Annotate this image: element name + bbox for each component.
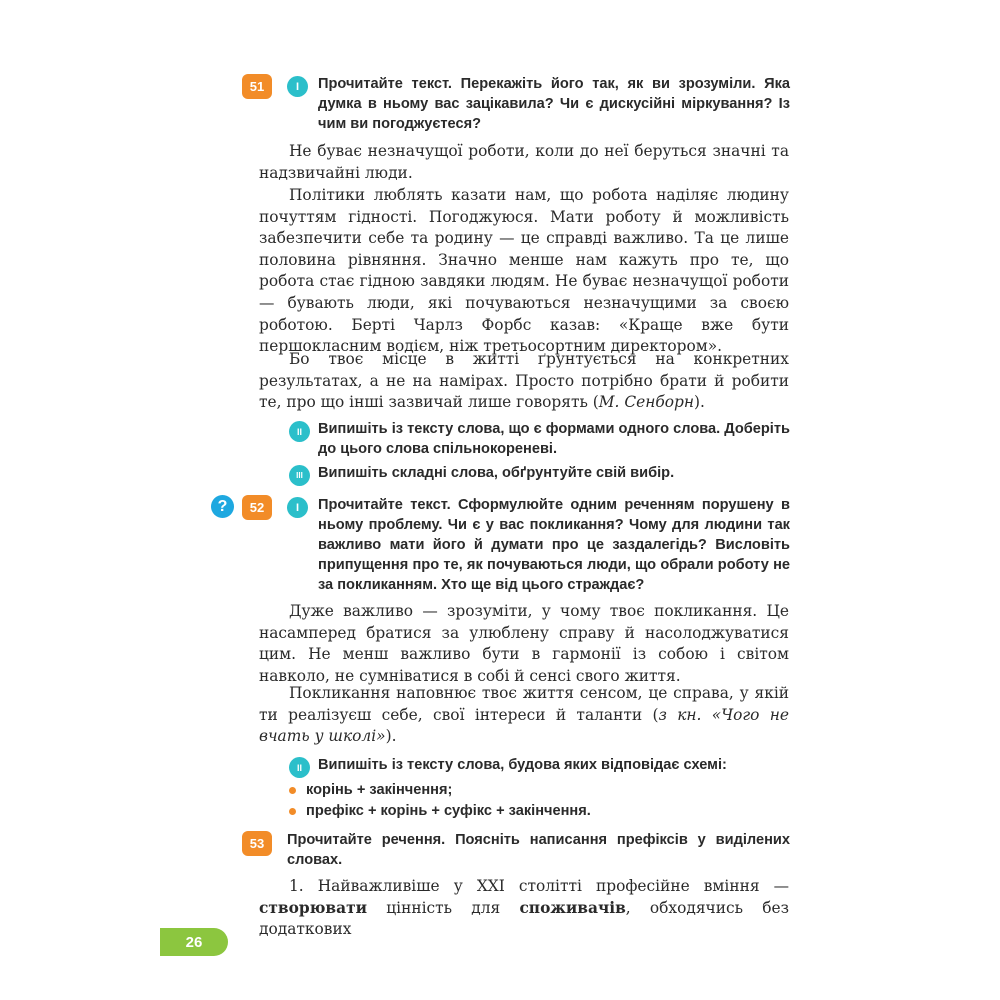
ex51-paragraph-3-end: ). (694, 393, 705, 412)
ex51-paragraph-1: Не буває незначущої роботи, коли до неї беруться значні та надзвичайні люди. (259, 142, 789, 182)
exercise-53-task: Прочитайте речення. Поясніть написання префіксів у виділених словах. (287, 832, 790, 868)
ex52-paragraph-2-text: Покликання наповнює твоє життя сенсом, це справа, у якій ти реалізуєш себе, свої інтереси й таланти ( (259, 684, 789, 724)
ex52-paragraph-2 (259, 683, 789, 748)
question-icon: ? (211, 495, 234, 518)
ex53-sentence-1 (259, 876, 789, 941)
level-two-icon: II (289, 757, 310, 778)
ex51-paragraph-3 (259, 349, 789, 414)
source-citation: з кн. «Чого не вчать у школі» (259, 705, 789, 746)
exercise-51-task-2: Випишіть із тексту слова, що є формами одного слова. Доберіть до цього слова спільнокореневі. (318, 421, 790, 457)
ex51-paragraph-2: Політики люблять казати нам, що робота наділяє людину почуттям гідності. Погоджуюся. Мати роботу й можливість забезпечити себе та родину — це справді важливо. Та це лише половина рівняння. Значно менше нам кажуть про те, що робота стає гідною завдяки людям. Не буває незначущої роботи — бувають люди, які почуваються незначущими за своєю роботою. Берті Чарлз Форбс казав: «Краще вже бути першокласним водієм, ніж третьосортним директором». (259, 186, 789, 356)
exercise-number-badge: 52 (242, 495, 272, 520)
ex52-paragraph-1: Дуже важливо — зрозуміти, у чому твоє покликання. Це насамперед братися за улюблену справу й насолоджуватися цим. Не менш важливо бути в гармонії із собою і світом навколо, не сумніватися в собі й сенсі свого життя. (259, 602, 789, 685)
author-name: М. Сенборн (598, 393, 695, 412)
list-item (289, 780, 452, 800)
level-one-icon: I (287, 497, 308, 518)
exercise-51-task: Прочитайте текст. Перекажіть його так, як ви зрозуміли. Яка думка в ньому вас зацікавила? Чи є дискусійні міркування? Із чим ви погоджуєтеся? (318, 76, 790, 132)
page-number: 26 (160, 928, 228, 956)
ex52-paragraph-2-end: ). (385, 727, 397, 746)
highlighted-word: створювати (259, 898, 368, 917)
highlighted-word: споживачів (519, 898, 626, 917)
level-one-icon: I (287, 76, 308, 97)
ex51-paragraph-3-text: Бо твоє місце в житті ґрунтується на конкретних результатах, а не на намірах. Просто потрібно брати й робити те, про що інші зазвичай лише говорять ( (259, 350, 789, 412)
bullet-text: корінь + закінчення; (306, 782, 453, 798)
bullet-dot-icon (289, 808, 296, 815)
level-two-icon: II (289, 421, 310, 442)
level-three-icon: III (289, 465, 310, 486)
list-item (289, 801, 591, 821)
exercise-52-task-2: Випишіть із тексту слова, будова яких відповідає схемі: (318, 757, 727, 773)
bullet-dot-icon (289, 787, 296, 794)
exercise-number-badge: 53 (242, 831, 272, 856)
sentence-text: , обходячись без додаткових (259, 898, 789, 939)
exercise-51-task-3: Випишіть складні слова, обґрунтуйте свій вибір. (318, 465, 675, 481)
exercise-52-task: Прочитайте текст. Сформулюйте одним реченням порушену в ньому проблему. Чи є у вас покликання? Чому для людини так важливо мати його й думати про це заздалегідь? Висловіть припущення про те, як почуваються люди, що обрали роботу не за покликанням. Хто ще від цього страждає? (318, 497, 790, 593)
bullet-text: префікс + корінь + суфікс + закінчення. (306, 803, 591, 819)
exercise-number-badge: 51 (242, 74, 272, 99)
sentence-text: 1. Найважливіше у XXI столітті професійне вміння — (289, 877, 789, 895)
sentence-text: цінність для (367, 898, 520, 917)
